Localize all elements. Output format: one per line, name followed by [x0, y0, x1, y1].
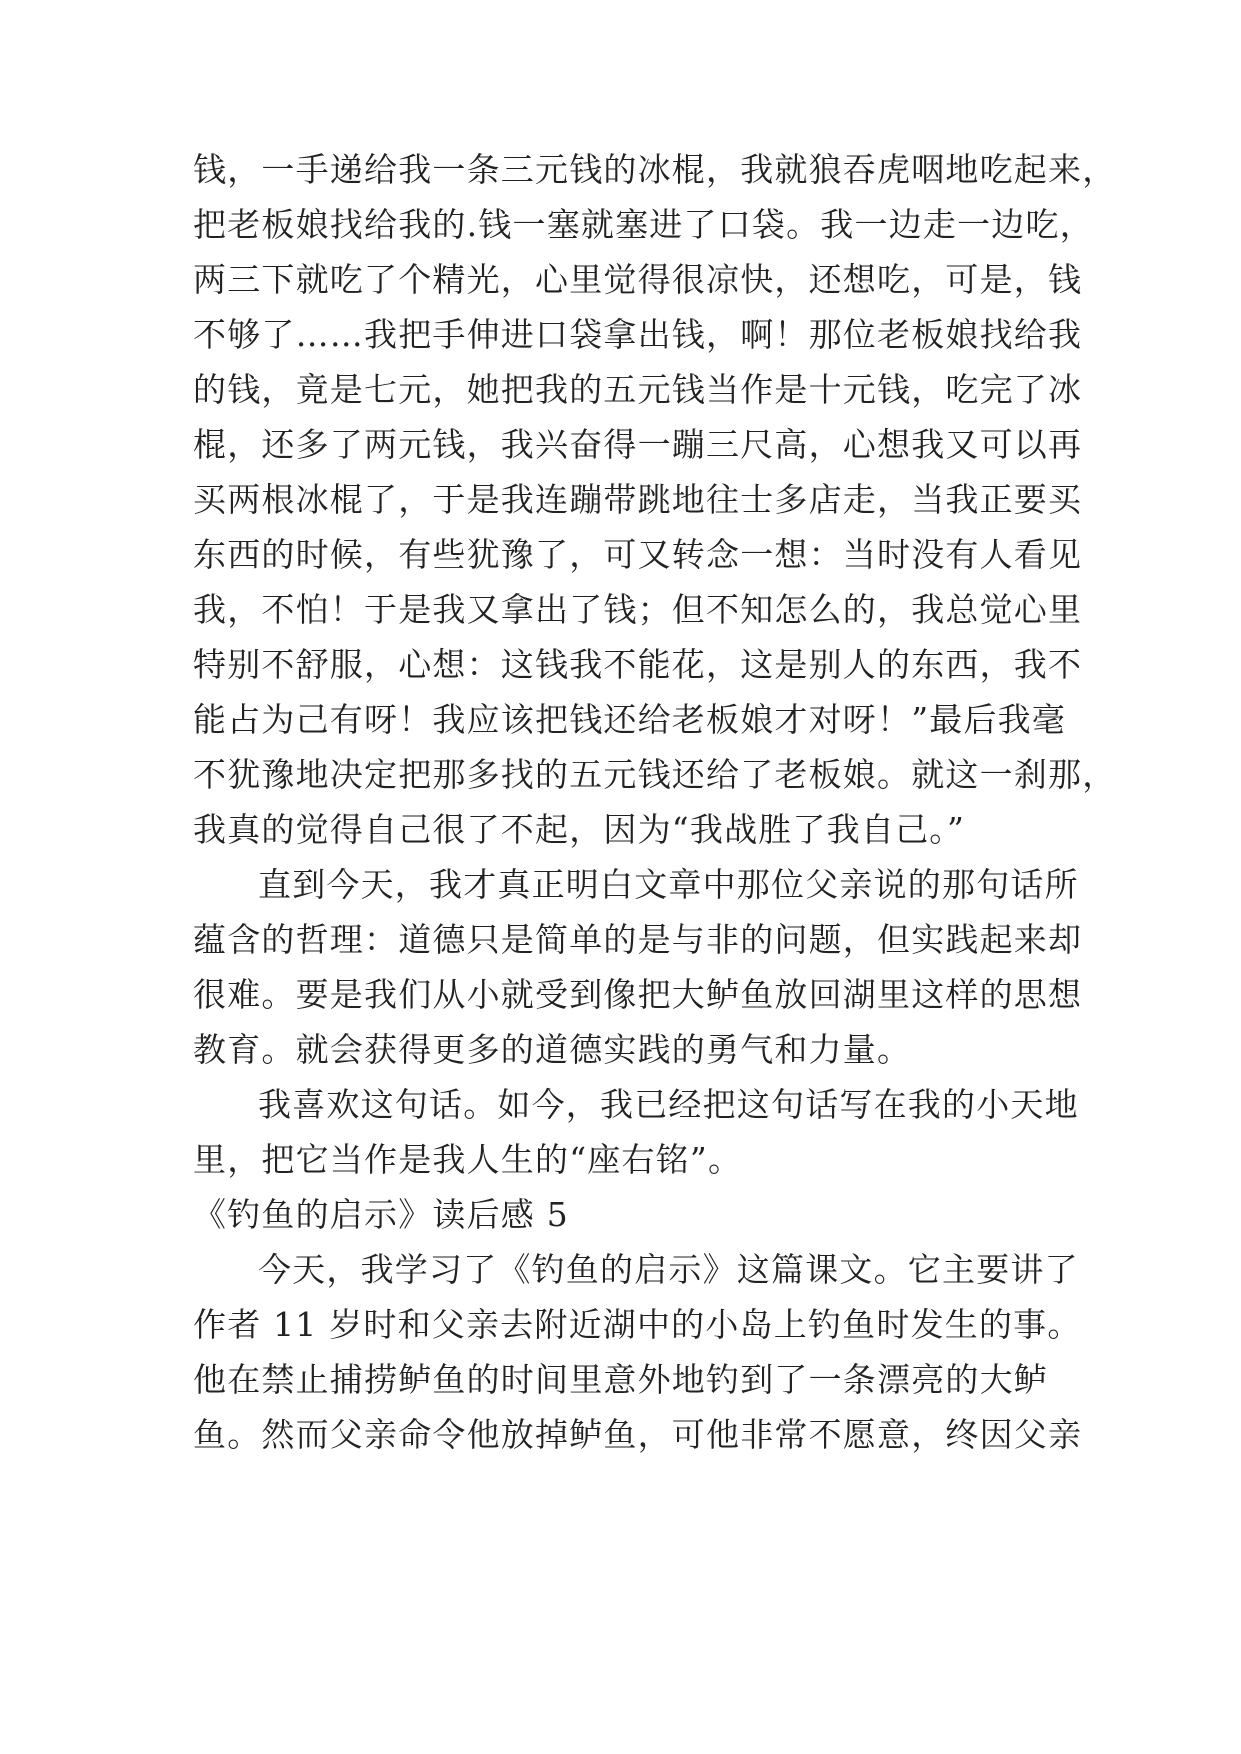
text-line: 两三下就吃了个精光，心里觉得很凉快，还想吃，可是，钱 [193, 260, 1083, 299]
text-line: 他在禁止捕捞鲈鱼的时间里意外地钓到了一条漂亮的大鲈 [193, 1360, 1048, 1399]
paragraph-start-line: 今天，我学习了《钓鱼的启示》这篇课文。它主要讲了 [258, 1250, 1079, 1289]
text-line: 钱，一手递给我一条三元钱的冰棍，我就狼吞虎咽地吃起来， [193, 150, 1117, 189]
text-line: 买两根冰棍了，于是我连蹦带跳地往士多店走，当我正要买 [193, 480, 1083, 519]
text-line: 东西的时候，有些犹豫了，可又转念一想：当时没有人看见 [193, 535, 1083, 574]
section-heading: 《钓鱼的启示》读后感 5 [193, 1195, 569, 1234]
text-line: 我，不怕！于是我又拿出了钱；但不知怎么的，我总觉心里 [193, 590, 1083, 629]
text-line: 把老板娘找给我的.钱一塞就塞进了口袋。我一边走一边吃， [193, 205, 1094, 244]
text-line: 我真的觉得自己很了不起，因为“我战胜了我自己。” [193, 810, 966, 849]
text-line: 棍，还多了两元钱，我兴奋得一蹦三尺高，心想我又可以再 [193, 425, 1083, 464]
text-line: 里，把它当作是我人生的“座右铭”。 [193, 1140, 743, 1179]
text-line: 教育。就会获得更多的道德实践的勇气和力量。 [193, 1030, 912, 1069]
text-line: 不犹豫地决定把那多找的五元钱还给了老板娘。就这一刹那， [193, 755, 1117, 794]
text-line: 作者 11 岁时和父亲去附近湖中的小岛上钓鱼时发生的事。 [193, 1305, 1082, 1344]
text-line: 很难。要是我们从小就受到像把大鲈鱼放回湖里这样的思想 [193, 975, 1083, 1014]
paragraph-start-line: 我喜欢这句话。如今，我已经把这句话写在我的小天地 [258, 1085, 1079, 1124]
text-line: 不够了……我把手伸进口袋拿出钱，啊！那位老板娘找给我 [193, 315, 1083, 354]
text-line: 蕴含的哲理：道德只是简单的是与非的问题，但实践起来却 [193, 920, 1083, 959]
paragraph-start-line: 直到今天，我才真正明白文章中那位父亲说的那句话所 [258, 865, 1079, 904]
text-line: 的钱，竟是七元，她把我的五元钱当作是十元钱，吃完了冰 [193, 370, 1083, 409]
text-line: 能占为己有呀！我应该把钱还给老板娘才对呀！”最后我毫 [193, 700, 1067, 739]
text-line: 鱼。然而父亲命令他放掉鲈鱼，可他非常不愿意，终因父亲 [193, 1415, 1083, 1454]
text-line: 特别不舒服，心想：这钱我不能花，这是别人的东西，我不 [193, 645, 1083, 684]
